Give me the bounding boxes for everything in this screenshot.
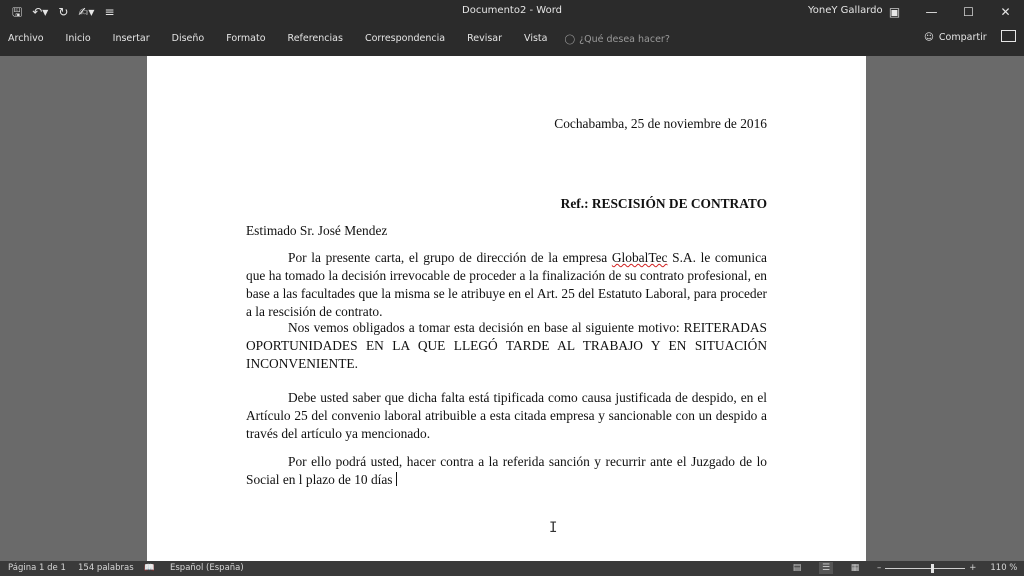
- tab-revisar[interactable]: Revisar: [467, 33, 503, 44]
- share-button[interactable]: [924, 32, 987, 43]
- customize-icon[interactable]: ≡: [104, 5, 115, 19]
- document-page[interactable]: [147, 56, 866, 561]
- ribbon-tabs: [0, 32, 670, 46]
- zoom-out-icon[interactable]: –: [877, 563, 882, 573]
- paragraph-3: [246, 389, 767, 443]
- maximize-icon[interactable]: ☐: [963, 5, 974, 19]
- tab-diseno[interactable]: Diseño: [171, 33, 205, 44]
- window-title: Documento2 - Word: [462, 5, 562, 16]
- paragraph-4: [246, 453, 767, 489]
- letter-date: Cochabamba, 25 de noviembre de 2016: [554, 116, 767, 131]
- paragraph-3-text: Debe usted saber que dicha falta está tipificada como causa justificada de despido, en el Artículo 25 del convenio laboral atribuible a esta citada empresa y sancionable con un despido a través del artículo ya mencionado.: [246, 390, 767, 441]
- letter-greeting: Estimado Sr. José Mendez: [246, 223, 388, 238]
- tab-formato[interactable]: Formato: [226, 33, 266, 44]
- web-layout-icon[interactable]: ▦: [850, 563, 860, 573]
- tab-archivo[interactable]: Archivo: [8, 33, 44, 44]
- close-icon[interactable]: ✕: [1000, 5, 1011, 19]
- tab-inicio[interactable]: Inicio: [65, 33, 91, 44]
- undo-icon[interactable]: ↶▾: [32, 5, 49, 19]
- lightbulb-icon: ◯: [564, 33, 576, 45]
- word-count[interactable]: 154 palabras: [78, 563, 134, 573]
- read-mode-icon[interactable]: ▤: [792, 563, 802, 573]
- paragraph-4-text: Por ello podrá usted, hacer contra a la referida sanción y recurrir ante el Juzgado de lo Social en l plazo de 10 días: [246, 454, 767, 487]
- share-label: Compartir: [938, 32, 987, 43]
- zoom-slider-thumb[interactable]: [931, 564, 934, 573]
- paragraph-1-end: S.A. le comunica que ha tomado la decisión irrevocable de proceder a la finalización de su contrato profesional, en base a las facultades que la misma se le atribuye en el Art. 25 del Estatuto Laboral, para proceder a la rescisión de contrato.: [246, 250, 767, 319]
- proofing-icon[interactable]: 📖: [144, 563, 155, 573]
- paragraph-2: [246, 319, 767, 373]
- spelling-error-word[interactable]: GlobalTec: [611, 250, 668, 265]
- tab-correspondencia[interactable]: Correspondencia: [364, 33, 446, 44]
- paragraph-1-start: Por la presente carta, el grupo de dirección de la empresa: [288, 250, 612, 265]
- tab-vista[interactable]: Vista: [524, 33, 548, 44]
- tell-me-placeholder: ¿Qué desea hacer?: [579, 33, 670, 45]
- title-bar: [0, 0, 1024, 24]
- zoom-control: [877, 563, 1017, 573]
- redo-icon[interactable]: ↻: [58, 5, 69, 19]
- ribbon: [0, 24, 1024, 56]
- minimize-icon[interactable]: —: [925, 5, 938, 19]
- status-bar: [0, 561, 1024, 576]
- tell-me-search[interactable]: [564, 32, 669, 46]
- zoom-slider[interactable]: [885, 568, 965, 569]
- window-controls: [876, 0, 1024, 24]
- tab-insertar[interactable]: Insertar: [112, 33, 150, 44]
- ribbon-display-options-icon[interactable]: ▣: [888, 5, 901, 19]
- tab-referencias[interactable]: Referencias: [287, 33, 343, 44]
- touch-mode-icon[interactable]: ✍▾: [78, 5, 95, 19]
- print-layout-icon[interactable]: ☰: [819, 562, 833, 574]
- ibeam-cursor-icon: I: [549, 520, 558, 536]
- zoom-level[interactable]: 110 %: [990, 563, 1018, 573]
- user-name[interactable]: YoneY Gallardo: [808, 5, 883, 16]
- save-icon[interactable]: 🖫: [12, 5, 23, 19]
- comments-icon[interactable]: [1001, 30, 1016, 42]
- letter-reference: Ref.: RESCISIÓN DE CONTRATO: [560, 196, 767, 211]
- zoom-in-icon[interactable]: +: [969, 563, 977, 573]
- paragraph-1: [246, 249, 767, 321]
- add-person-icon: ☺: [924, 32, 934, 43]
- paragraph-2-text: Nos vemos obligados a tomar esta decisión en base al siguiente motivo: REITERADAS OPORTUNIDADES EN LA QUE LLEGÓ TARDE AL TRABAJO Y EN SITUACIÓN INCONVENIENTE.: [246, 320, 767, 371]
- text-cursor: [396, 472, 397, 486]
- language[interactable]: Español (España): [170, 563, 244, 573]
- page-count[interactable]: Página 1 de 1: [8, 563, 66, 573]
